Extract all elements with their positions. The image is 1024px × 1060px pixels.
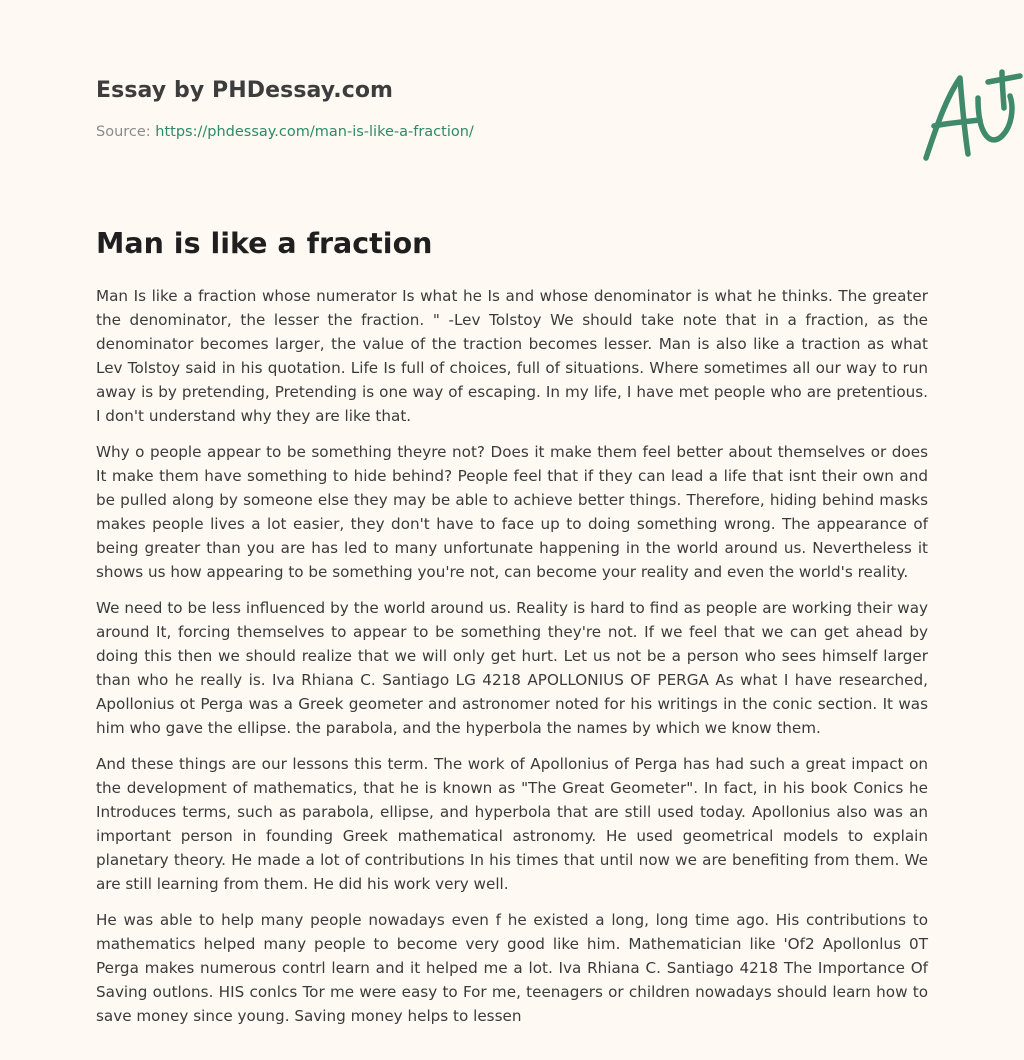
source-line	[96, 124, 474, 140]
essay-paragraph: Man Is like a fraction whose numerator Is what he Is and whose denominator is what he thinks. The greater the denominator, the lesser the fraction. " -Lev Tolstoy We should take note that in a fraction, as the denominator becomes larger, the value of the traction becomes lesser. Man is also like a traction as what Lev Tolstoy said in his quotation. Life Is full of choices, full of situations. Where sometimes all our way to run away is by pretending, Pretending is one way of escaping. In my life, I have met people who are pretentious. I don't understand why they are like that.	[96, 287, 928, 425]
essay-body	[96, 284, 928, 1040]
source-label: Source:	[96, 124, 156, 140]
site-brand: Essay by PHDessay.com	[96, 78, 394, 103]
essay-paragraph: And these things are our lessons this term. The work of Apollonius of Perga has had such a great impact on the development of mathematics, that he is known as "The Great Geometer". In fact, in his book Conics he Introduces terms, such as parabola, ellipse, and hyperbola that are still used today. Apollonius also was an important person in founding Greek mathematical astronomy. He used geometrical models to explain planetary theory. He made a lot of contributions In his times that until now we are benefiting from them. We are still learning from them. He did his work very well.	[96, 755, 928, 893]
source-link[interactable]: https://phdessay.com/man-is-like-a-fraction/	[155, 124, 474, 140]
essay-title: Man is like a fraction	[96, 227, 433, 260]
a-plus-logo-icon	[914, 68, 1024, 164]
essay-paragraph: We need to be less influenced by the world around us. Reality is hard to find as people are working their way around It, forcing themselves to appear to be something they're not. If we feel that we can get ahead by doing this then we should realize that we will only get hurt. Let us not be a person who sees himself larger than who he really is. Iva Rhiana C. Santiago LG 4218 APOLLONIUS OF PERGA As what I have researched, Apollonius ot Perga was a Greek geometer and astronomer noted for his writings in the conic section. It was him who gave the ellipse. the parabola, and the hyperbola the names by which we know them.	[96, 599, 928, 737]
essay-paragraph: He was able to help many people nowadays even f he existed a long, long time ago. His contributions to mathematics helped many people to become very good like him. Mathematician like 'Of2 Apollonlus 0T Perga makes numerous contrl learn and it helped me a lot. Iva Rhiana C. Santiago 4218 The Importance Of Saving outlons. HIS conlcs Tor me were easy to For me, teenagers or children nowadays should learn how to save money since young. Saving money helps to lessen	[96, 911, 928, 1025]
essay-paragraph: Why o people appear to be something theyre not? Does it make them feel better about themselves or does It make them have something to hide behind? People feel that if they can lead a life that isnt their own and be pulled along by someone else they may be able to achieve better things. Therefore, hiding behind masks makes people lives a lot easier, they don't have to face up to doing something wrong. The appearance of being greater than you are has led to many unfortunate happening in the world around us. Nevertheless it shows us how appearing to be something you're not, can become your reality and even the world's reality.	[96, 443, 928, 581]
